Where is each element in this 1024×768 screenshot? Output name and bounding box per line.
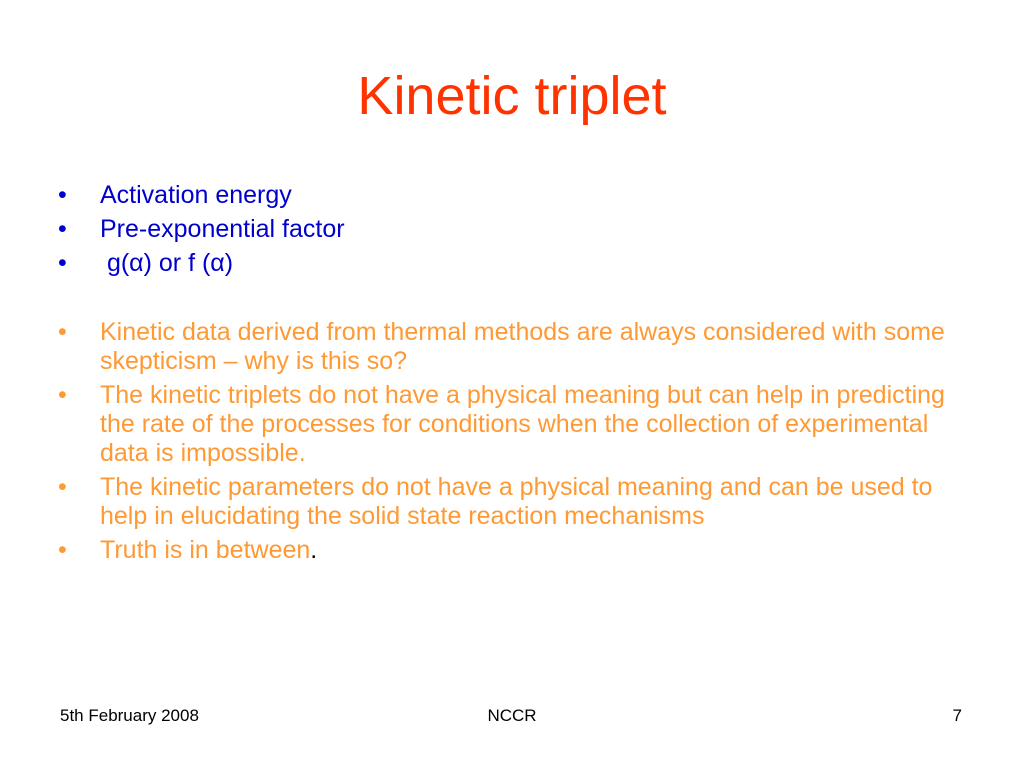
bullet-suffix: . [310, 536, 318, 564]
bullet-marker: • [58, 181, 67, 209]
bullet-marker: • [58, 318, 67, 346]
bullet-text: Kinetic data derived from thermal methods are always considered with some skepticism – why is this so? [100, 318, 945, 375]
bullet-item [58, 536, 968, 565]
slide-number: 7 [952, 706, 962, 725]
bullet-marker: • [58, 249, 67, 277]
bullet-text: Activation energy [100, 181, 292, 209]
slide-title: Kinetic triplet [357, 66, 667, 126]
bullet-item [58, 318, 968, 376]
bullet-item [58, 181, 968, 210]
bullet-item [58, 249, 968, 278]
bullet-text: The kinetic parameters do not have a physical meaning and can be used to help in elucidating the solid state reaction mechanisms [100, 473, 933, 530]
discussion-list [58, 318, 968, 570]
bullet-text: Truth is in between [100, 536, 311, 564]
footer-date: 5th February 2008 [60, 706, 199, 725]
bullet-marker: • [58, 536, 67, 564]
bullet-item [58, 473, 968, 531]
bullet-marker: • [58, 215, 67, 243]
kinetic-triplet-list [58, 181, 968, 283]
bullet-marker: • [58, 381, 67, 409]
bullet-item [58, 381, 968, 468]
bullet-text: Pre-exponential factor [100, 215, 345, 243]
bullet-item [58, 215, 968, 244]
footer-center-text: NCCR [487, 706, 537, 725]
bullet-marker: • [58, 473, 67, 501]
bullet-text: The kinetic triplets do not have a physical meaning but can help in predicting the rate of the processes for conditions when the collection of experimental data is impossible. [100, 381, 945, 467]
bullet-text: g(α) or f (α) [100, 249, 234, 277]
